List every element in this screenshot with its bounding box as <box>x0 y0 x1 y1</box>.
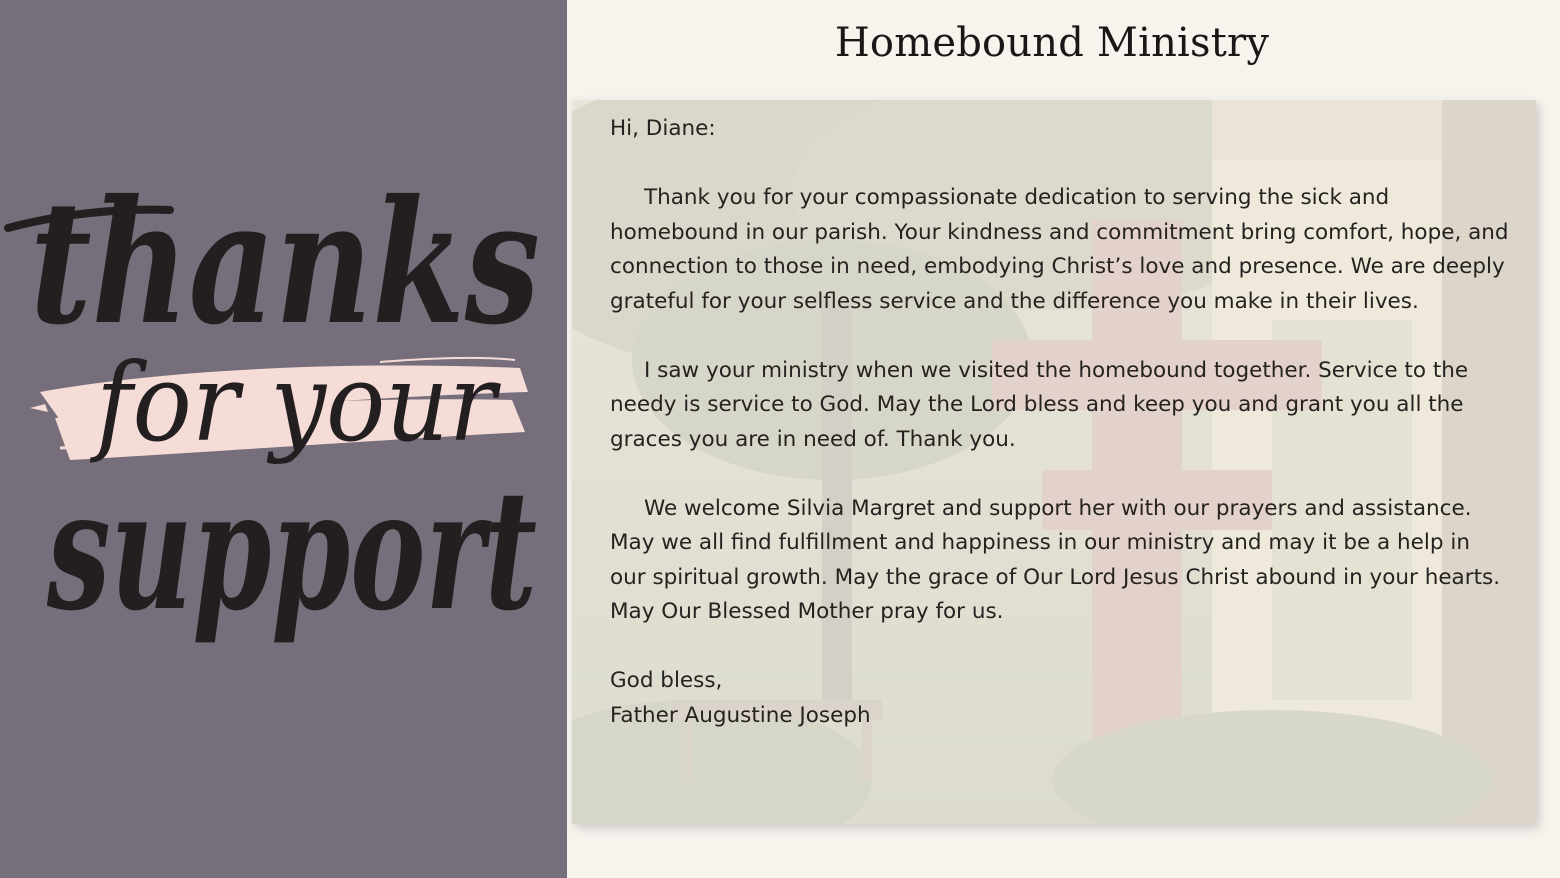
letter-closing: God bless, <box>610 668 723 693</box>
letter-body <box>610 112 1510 733</box>
letter-paragraph-3: We welcome Silvia Margret and support her with our prayers and assistance. May we all find fulfillment and happiness in our ministry and may it be a help in our spiritual growth. May the grace of Our Lord Jesus Christ abound in your hearts. May Our Blessed Mother pray for us. <box>610 495 1501 624</box>
letter-paragraph-1: Thank you for your compassionate dedication to serving the sick and homebound in our parish. Your kindness and commitment bring comfort, hope, and connection to those in need, embodying Christ’s love and presence. We are deeply grateful for your selfless service and the difference you make in their lives. <box>610 185 1509 314</box>
lettering-for-your: for your <box>89 341 501 466</box>
letter-signature: Father Augustine Joseph <box>610 702 871 728</box>
letter-panel <box>567 0 1560 878</box>
thanks-sidebar <box>0 0 567 878</box>
page-title: Homebound Ministry <box>834 20 1270 66</box>
letter-card <box>572 100 1536 824</box>
letter-signoff <box>610 664 1510 733</box>
letter-greeting: Hi, Diane: <box>610 116 716 141</box>
thanks-lettering-graphic <box>0 0 567 878</box>
lettering-thanks: thanks <box>30 163 540 363</box>
lettering-support: support <box>46 453 538 647</box>
letter-paragraph-2: I saw your ministry when we visited the homebound together. Service to the needy is service to God. May the Lord bless and keep you and grant you all the graces you are in need of. Thank you. <box>610 357 1469 452</box>
